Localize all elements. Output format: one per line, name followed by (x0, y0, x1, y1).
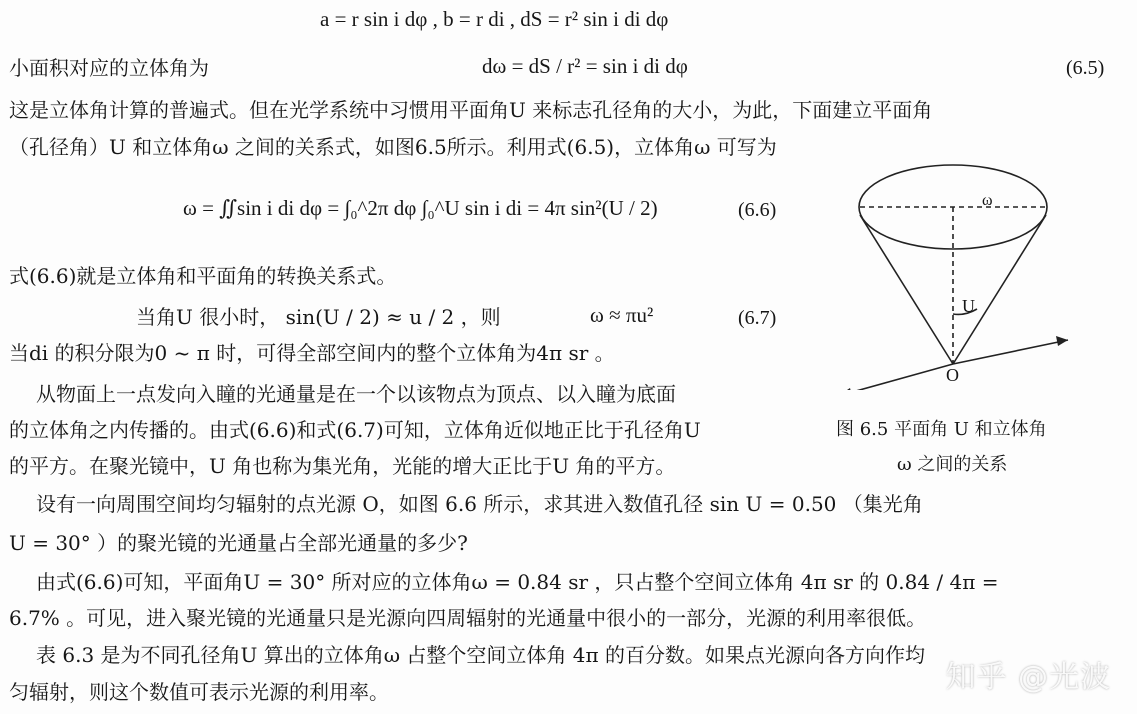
text-line: 匀辐射，则这个数值可表示光源的利用率。 (9, 680, 389, 704)
equation-number: (6.6) (738, 199, 777, 221)
text-line: 6.7% 。可见，进入聚光镜的光通量只是光源向四周辐射的光通量中很小的一部分，光源的利用率很低。 (9, 606, 927, 630)
vertex-O-label: O (946, 365, 959, 385)
text-line: 这是立体角计算的普遍式。但在光学系统中习惯用平面角U 来标志孔径角的大小，为此，下面建立平面角 (9, 98, 933, 122)
cone-figure (820, 160, 1080, 390)
text-line: 当di 的积分限为0 ~ π 时，可得全部空间内的整个立体角为4π sr 。 (9, 341, 615, 365)
arrow-left (838, 388, 852, 390)
text-line: 设有一向周围空间均匀辐射的点光源 O，如图 6.6 所示，求其进入数值孔径 sin U = 0.50 （集光角 (36, 492, 923, 516)
watermark: 知乎 @光波 (945, 660, 1111, 695)
angle-U-label: U (962, 296, 975, 316)
text-line: 由式(6.6)可知，平面角U = 30° 所对应的立体角ω = 0.84 sr ，只占整个空间立体角 4π sr 的 0.84 / 4π = (36, 570, 999, 594)
omega-label: ω (982, 192, 993, 209)
text-line: 小面积对应的立体角为 (9, 56, 209, 80)
text-line: 的平方。在聚光镜中，U 角也称为集光角，光能的增大正比于U 角的平方。 (9, 454, 676, 478)
text-line: 从物面上一点发向入瞳的光通量是在一个以该物点为顶点、以入瞳为底面 (36, 382, 676, 406)
text-line: 当角U 很小时， sin(U / 2) ≈ u / 2 ，则 (136, 305, 501, 329)
cone-right-edge (953, 215, 1046, 364)
text-line: U = 30° ）的聚光镜的光通量占全部光通量的多少? (9, 531, 468, 555)
figure-caption: 图 6.5 平面角 U 和立体角 (836, 419, 1047, 440)
figure-caption-line2: ω 之间的关系 (897, 454, 1008, 475)
text-line: （孔径角）U 和立体角ω 之间的关系式，如图6.5所示。利用式(6.5)，立体角ω 可写为 (9, 135, 777, 159)
text-line: 式(6.6)就是立体角和平面角的转换关系式。 (9, 264, 397, 288)
formula-6-6: ω = ∬sin i di dφ = ∫₀^2π dφ ∫₀^U sin i di = 4π sin²(U / 2) (183, 196, 658, 220)
formula-abds: a = r sin i dφ , b = r di , dS = r² sin i di dφ (320, 7, 669, 31)
x-axis-line (838, 364, 953, 390)
text-line: 的立体角之内传播的。由式(6.6)和式(6.7)可知，立体角近似地正比于孔径角U (9, 418, 701, 442)
cone-left-edge (860, 215, 953, 364)
equation-number: (6.7) (738, 307, 777, 329)
y-axis-line (953, 340, 1068, 364)
text-line: 表 6.3 是为不同孔径角U 算出的立体角ω 占整个空间立体角 4π 的百分数。如果点光源向各方向作均 (36, 643, 925, 667)
arrow-right (1056, 336, 1068, 346)
formula-6-5: dω = dS / r² = sin i di dφ (482, 54, 688, 78)
formula-6-7: ω ≈ πu² (590, 303, 654, 327)
equation-number: (6.5) (1066, 57, 1105, 79)
